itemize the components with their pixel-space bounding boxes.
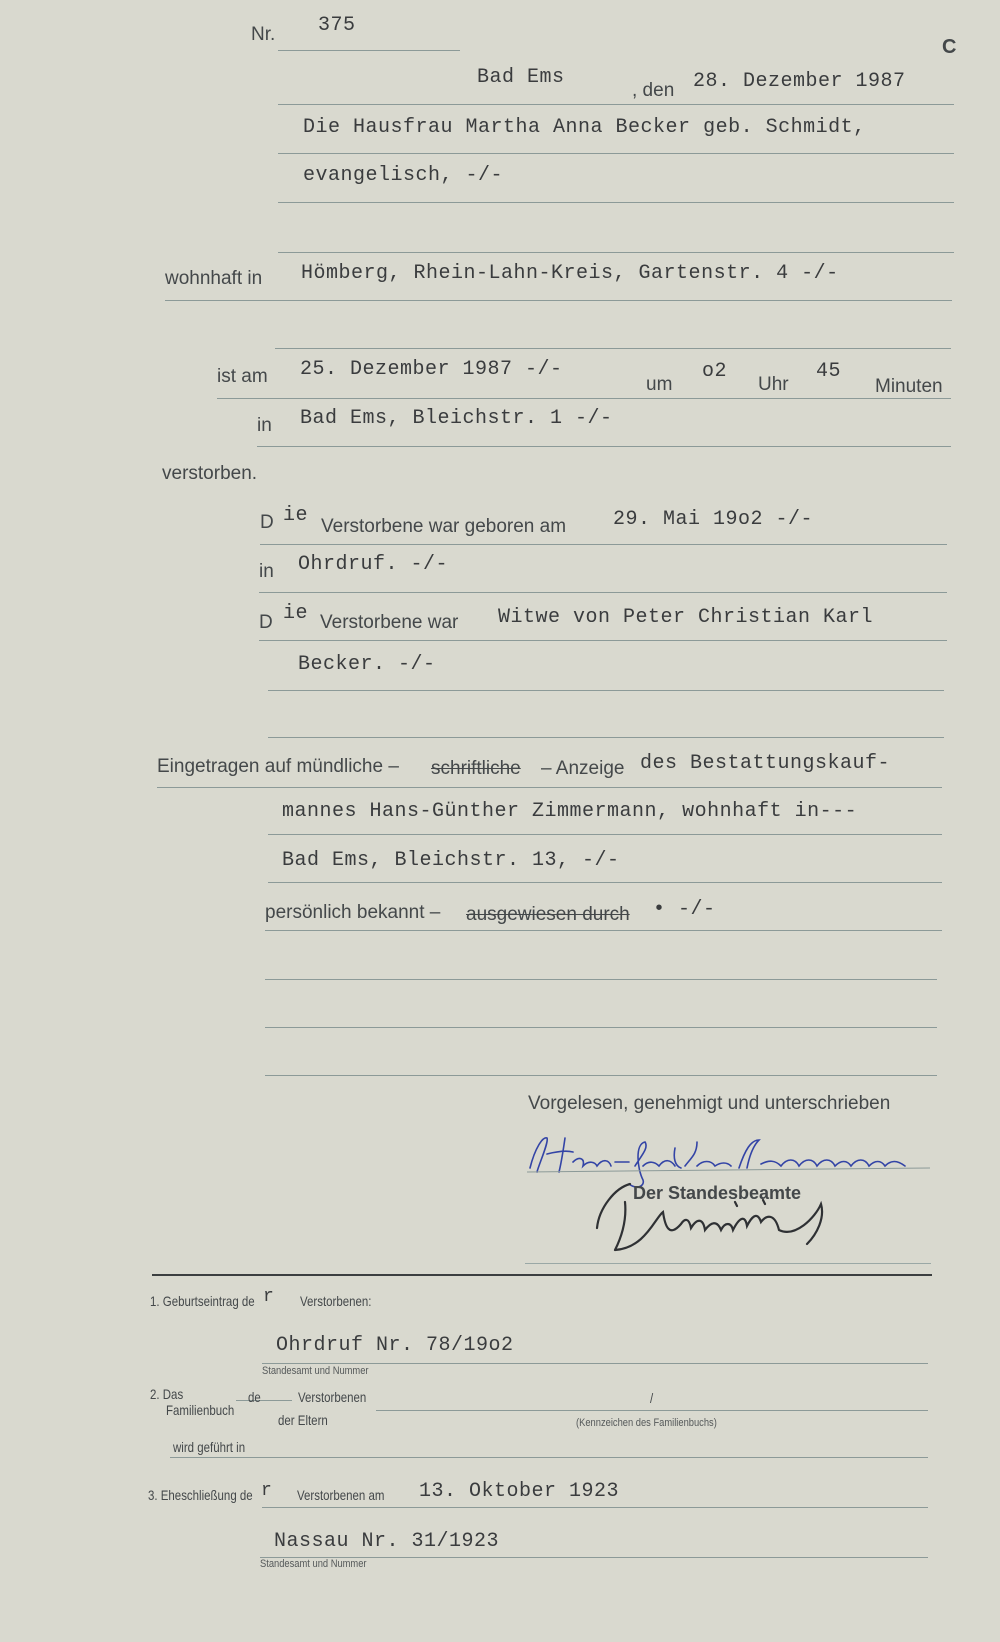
residence-rule2 — [275, 348, 951, 349]
date-line — [278, 104, 954, 105]
marital-rule3 — [268, 737, 944, 738]
item2-eltern: der Eltern — [278, 1412, 328, 1428]
nr-label: Nr. — [251, 24, 276, 45]
death-minutes: 45 — [816, 360, 842, 383]
blank-rule3 — [265, 1075, 937, 1076]
known-label: persönlich bekannt – — [265, 902, 441, 923]
death-date-rule — [217, 398, 951, 399]
item3-rule — [262, 1507, 928, 1508]
registrar-signature — [585, 1178, 885, 1258]
registration-typed3: Bad Ems, Bleichstr. 13, -/- — [282, 849, 620, 872]
death-place-rule — [257, 446, 951, 447]
death-place: Bad Ems, Bleichstr. 1 -/- — [300, 407, 613, 430]
blank-rule2 — [265, 1027, 937, 1028]
item2-de: de — [248, 1389, 261, 1405]
registration-label-b: – Anzeige — [541, 758, 625, 779]
item3-r: r — [261, 1481, 273, 1501]
nr-line — [278, 50, 460, 51]
marital-line1: Witwe von Peter Christian Karl — [498, 606, 874, 629]
place-of-record: Bad Ems — [477, 66, 565, 89]
marital-label: Verstorbene war — [320, 612, 459, 633]
item1-rule — [262, 1363, 928, 1364]
marital-line2: Becker. -/- — [298, 653, 436, 676]
item1-label: 1. Geburtseintrag de — [150, 1293, 255, 1309]
birth-place-rule — [259, 592, 947, 593]
item1-value: Ohrdruf Nr. 78/19o2 — [276, 1334, 514, 1357]
death-in-label: in — [257, 415, 272, 436]
person-line2-rule — [278, 202, 954, 203]
registrar-signature-line — [525, 1263, 931, 1264]
residence-label: wohnhaft in — [165, 268, 263, 289]
marital-ie-typed: ie — [283, 602, 309, 625]
residence-value: Hömberg, Rhein-Lahn-Kreis, Gartenstr. 4 -/- — [301, 262, 839, 285]
residence-rule — [165, 300, 952, 301]
minuten-label: Minuten — [875, 376, 943, 397]
item2-caption: (Kennzeichen des Familienbuchs) — [576, 1417, 717, 1429]
item1-r: r — [263, 1287, 275, 1307]
birth-d-label: D — [260, 512, 274, 533]
birth-label: Verstorbene war geboren am — [321, 516, 567, 537]
item2-das: 2. Das — [150, 1386, 184, 1402]
birth-place: Ohrdruf. -/- — [298, 553, 449, 576]
registration-struck: schriftliche — [431, 758, 521, 779]
item3-caption: Standesamt und Nummer — [260, 1558, 367, 1570]
uhr-label: Uhr — [758, 374, 789, 395]
item1-verst: Verstorbenen: — [300, 1293, 372, 1309]
item2-slash: / — [650, 1390, 654, 1406]
standesbeamte-label: Der Standesbeamte — [633, 1183, 802, 1203]
registration-typed2: mannes Hans-Günther Zimmermann, wohnhaft in--- — [282, 800, 858, 823]
marital-rule2 — [268, 690, 944, 691]
record-number: 375 — [318, 14, 356, 37]
person-line2: evangelisch, -/- — [303, 164, 504, 187]
person-line1-rule — [278, 153, 954, 154]
known-rule — [265, 930, 942, 931]
item2-gefuehrt-rule — [170, 1457, 928, 1458]
item3-place: Nassau Nr. 31/1923 — [274, 1530, 500, 1553]
marital-rule1 — [259, 640, 947, 641]
item1-caption: Standesamt und Nummer — [262, 1365, 369, 1377]
death-date: 25. Dezember 1987 -/- — [300, 358, 563, 381]
um-label: um — [646, 374, 673, 395]
blank-rule1 — [265, 979, 937, 980]
birth-in-label: in — [259, 561, 274, 582]
item3-label: 3. Eheschließung de — [148, 1487, 253, 1503]
vorgelesen-text: Vorgelesen, genehmigt und unterschrieben — [528, 1093, 891, 1114]
item3-verst: Verstorbenen am — [297, 1487, 385, 1503]
person-line1: Die Hausfrau Martha Anna Becker geb. Schmidt, — [303, 116, 866, 139]
known-struck: ausgewiesen durch — [466, 904, 630, 925]
item2-rule — [376, 1410, 928, 1411]
registration-rule3 — [268, 882, 942, 883]
person-line3-rule — [278, 252, 954, 253]
registration-label-a: Eingetragen auf mündliche – — [157, 756, 399, 777]
birth-ie-typed: ie — [283, 504, 309, 527]
marital-d-label: D — [259, 612, 273, 633]
item2-gefuehrt: wird geführt in — [173, 1439, 246, 1455]
record-date: 28. Dezember 1987 — [693, 70, 906, 93]
death-hour: o2 — [702, 360, 728, 383]
verstorben-label: verstorben. — [162, 463, 258, 484]
registration-typed1: des Bestattungskauf- — [640, 752, 891, 775]
footer-divider — [152, 1274, 932, 1276]
registration-rule2 — [268, 834, 942, 835]
known-typed: • -/- — [653, 898, 716, 921]
birth-date-rule — [260, 544, 947, 545]
item3-date: 13. Oktober 1923 — [419, 1480, 620, 1503]
ist-am-label: ist am — [217, 366, 268, 387]
item2-verst: Verstorbenen — [298, 1389, 367, 1405]
registration-rule1 — [157, 787, 942, 788]
item2-familienbuch: Familienbuch — [166, 1402, 235, 1418]
den-label: , den — [632, 80, 675, 101]
birth-date: 29. Mai 19o2 -/- — [613, 508, 814, 531]
item2-bracket-rule — [236, 1400, 292, 1401]
corner-letter: C — [942, 36, 957, 58]
